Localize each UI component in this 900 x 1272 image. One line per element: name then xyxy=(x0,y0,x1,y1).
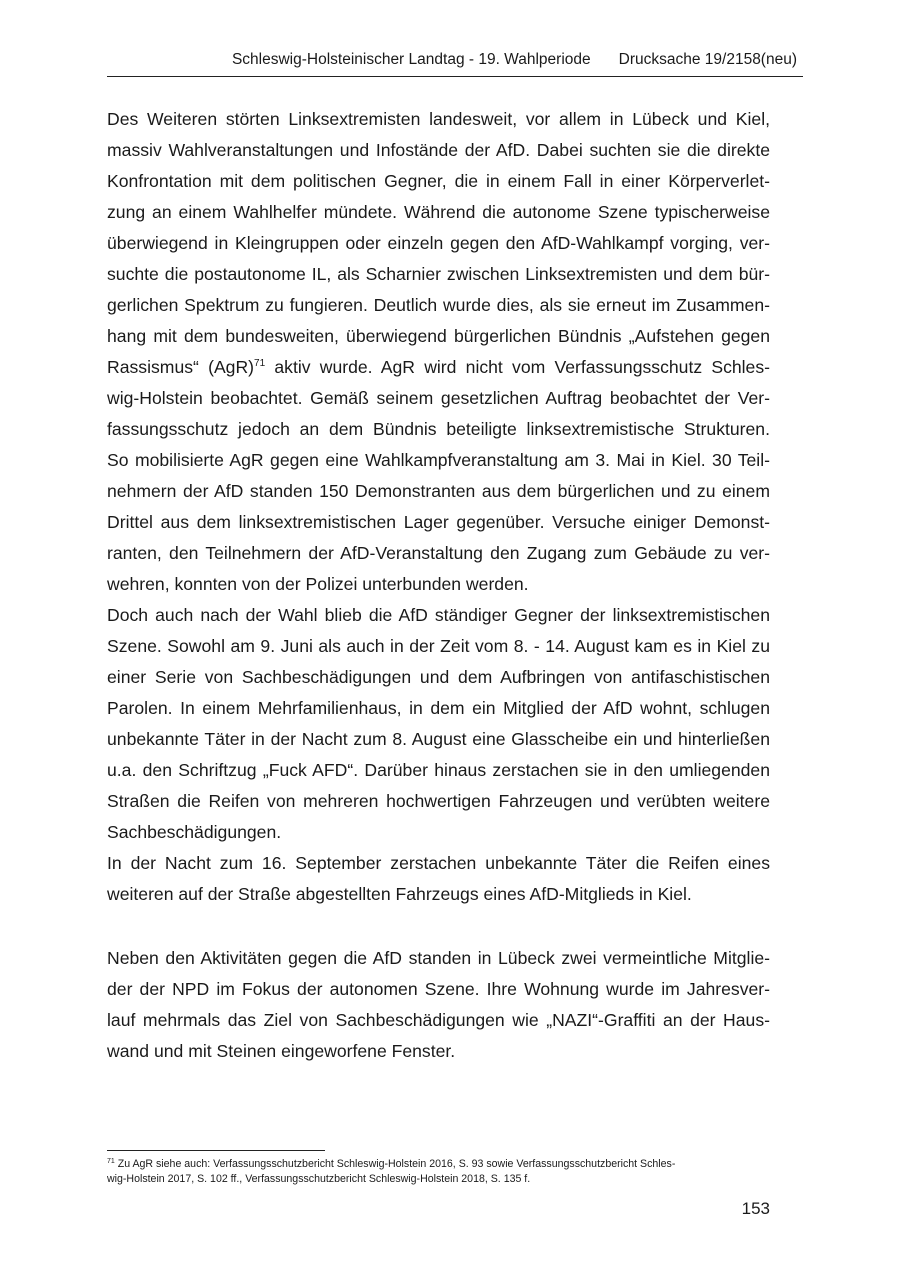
text-line: weiteren auf der Straße abgestellten Fahrzeugs eines AfD-Mitglieds in Kiel. xyxy=(107,884,692,904)
text-line: hang mit dem bundesweiten, überwiegend bürgerlichen Bündnis „Aufstehen gegen xyxy=(107,326,770,346)
text-line: suchte die postautonome IL, als Scharnier zwischen Linksextremisten und dem bür- xyxy=(107,264,770,284)
text-line: Drittel aus dem linksextremistischen Lager gegenüber. Versuche einiger Demonst- xyxy=(107,512,770,532)
text-line: unbekannte Täter in der Nacht zum 8. August eine Glasscheibe ein und hinterließen xyxy=(107,729,770,749)
text-line: Szene. Sowohl am 9. Juni als auch in der Zeit vom 8. - 14. August kam es in Kiel zu xyxy=(107,636,770,656)
footnote-number: 71 xyxy=(107,1158,115,1165)
text-line: ranten, den Teilnehmern der AfD-Veranstaltung den Zugang zum Gebäude zu ver- xyxy=(107,543,770,563)
text-line: Doch auch nach der Wahl blieb die AfD ständiger Gegner der linksextremistischen xyxy=(107,605,770,625)
text-line: lauf mehrmals das Ziel von Sachbeschädigungen wie „NAZI“-Graffiti an der Haus- xyxy=(107,1010,770,1030)
text-line: Parolen. In einem Mehrfamilienhaus, in dem ein Mitglied der AfD wohnt, schlugen xyxy=(107,698,770,718)
text-line: der der NPD im Fokus der autonomen Szene. Ihre Wohnung wurde im Jahresver- xyxy=(107,979,770,999)
text-line: wand und mit Steinen eingeworfene Fenster. xyxy=(107,1041,456,1061)
text-line: So mobilisierte AgR gegen eine Wahlkampfveranstaltung am 3. Mai in Kiel. 30 Teil- xyxy=(107,450,770,470)
text-line: Straßen die Reifen von mehreren hochwertigen Fahrzeugen und verübten weitere xyxy=(107,791,770,811)
text-line: zung an einem Wahlhelfer mündete. Während die autonome Szene typischerweise xyxy=(107,202,770,222)
text-line: einer Serie von Sachbeschädigungen und dem Aufbringen von antifaschistischen xyxy=(107,667,770,687)
text-line: überwiegend in Kleingruppen oder einzeln gegen den AfD-Wahlkampf vorging, ver- xyxy=(107,233,770,253)
footnote-line: Zu AgR siehe auch: Verfassungsschutzbericht Schleswig-Holstein 2016, S. 93 sowie Verfassungsschutzbericht Schles- xyxy=(114,1158,676,1170)
footnote-reference: 71 xyxy=(254,358,266,369)
text-line: Sachbeschädigungen. xyxy=(107,822,282,842)
text-line: Neben den Aktivitäten gegen die AfD standen in Lübeck zwei vermeintliche Mitglie- xyxy=(107,948,770,968)
paragraph-gap xyxy=(107,910,770,943)
body-text xyxy=(107,104,770,1067)
text-segment: aktiv wurde. AgR wird nicht vom Verfassungsschutz Schles- xyxy=(265,357,770,377)
page-number: 153 xyxy=(741,1199,770,1218)
header-title: Schleswig-Holsteinischer Landtag - 19. Wahlperiode xyxy=(231,51,591,68)
text-line: gerlichen Spektrum zu fungieren. Deutlich wurde dies, als sie erneut im Zusammen- xyxy=(107,295,770,315)
footnote xyxy=(107,1157,770,1187)
text-line: fassungsschutz jedoch an dem Bündnis beteiligte linksextremistische Strukturen. xyxy=(107,419,770,439)
text-line xyxy=(107,352,770,383)
header-rule xyxy=(107,76,803,77)
text-segment: Rassismus“ (AgR) xyxy=(107,357,255,377)
footnote-line: wig-Holstein 2017, S. 102 ff., Verfassungsschutzbericht Schleswig-Holstein 2018, S. 135 f. xyxy=(107,1173,531,1185)
text-line: In der Nacht zum 16. September zerstachen unbekannte Täter die Reifen eines xyxy=(107,853,770,873)
page-header xyxy=(232,51,797,69)
text-line: Des Weiteren störten Linksextremisten landesweit, vor allem in Lübeck und Kiel, xyxy=(107,109,770,129)
header-doc-number: Drucksache 19/2158(neu) xyxy=(618,51,797,68)
text-line: u.a. den Schriftzug „Fuck AFD“. Darüber hinaus zerstachen sie in den umliegenden xyxy=(107,760,770,780)
text-line: wig-Holstein beobachtet. Gemäß seinem gesetzlichen Auftrag beobachtet der Ver- xyxy=(107,388,770,408)
footnote-rule xyxy=(107,1150,325,1151)
text-line: massiv Wahlveranstaltungen und Infostände der AfD. Dabei suchten sie die direkte xyxy=(107,140,770,160)
text-line: wehren, konnten von der Polizei unterbunden werden. xyxy=(107,574,529,594)
text-line: nehmern der AfD standen 150 Demonstranten aus dem bürgerlichen und zu einem xyxy=(107,481,770,501)
text-line: Konfrontation mit dem politischen Gegner, die in einem Fall in einer Körperverlet- xyxy=(107,171,770,191)
